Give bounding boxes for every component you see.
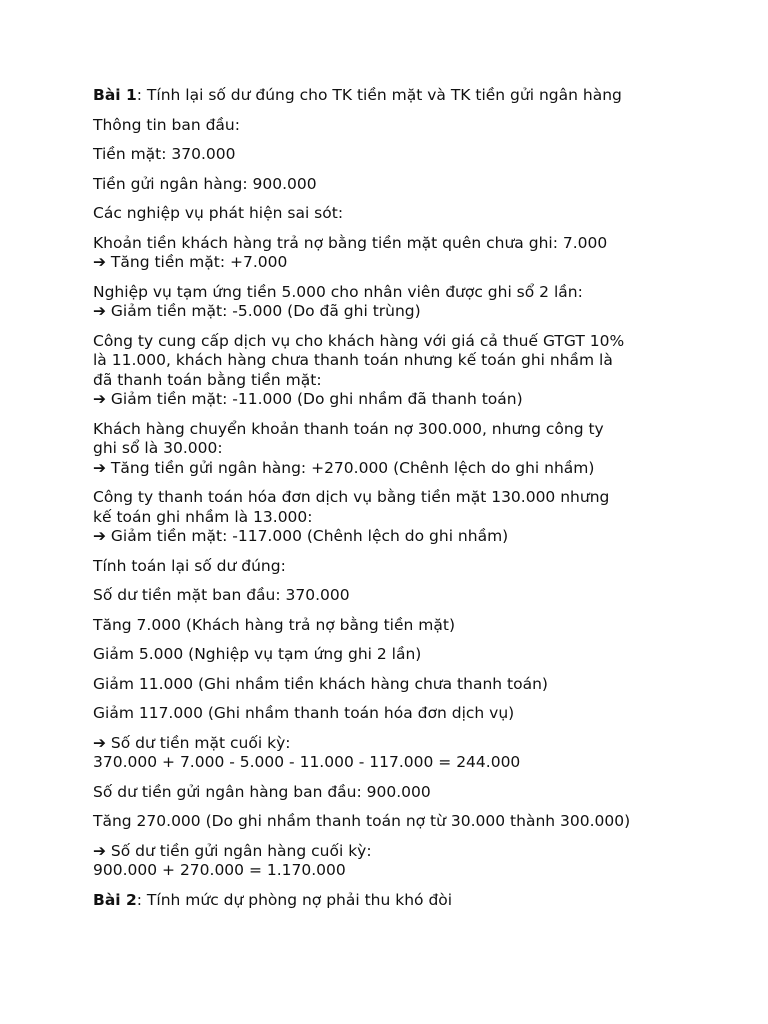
text-line: là 11.000, khách hàng chưa thanh toán nhưng kế toán ghi nhầm là <box>93 351 613 369</box>
text-line: 370.000 + 7.000 - 5.000 - 11.000 - 117.000 = 244.000 <box>93 753 521 771</box>
paragraph <box>93 734 708 773</box>
paragraph <box>93 842 708 881</box>
text-line: Tăng 270.000 (Do ghi nhầm thanh toán nợ từ 30.000 thành 300.000) <box>93 812 631 830</box>
paragraph <box>93 116 708 136</box>
paragraph <box>93 645 708 665</box>
paragraph <box>93 204 708 224</box>
text-line: 900.000 + 270.000 = 1.170.000 <box>93 861 346 879</box>
paragraph <box>93 175 708 195</box>
paragraph <box>93 332 708 410</box>
paragraph <box>93 420 708 479</box>
text-line: ➔ Số dư tiền gửi ngân hàng cuối kỳ: <box>93 841 372 860</box>
exercise-1-heading <box>93 86 708 106</box>
text-line: Các nghiệp vụ phát hiện sai sót: <box>93 204 344 222</box>
paragraph <box>93 557 708 577</box>
exercise-2-label: Bài 2 <box>93 890 137 909</box>
paragraph <box>93 616 708 636</box>
text-line: Khách hàng chuyển khoản thanh toán nợ 300.000, nhưng công ty <box>93 419 604 438</box>
paragraph <box>93 234 708 273</box>
text-line: Giảm 5.000 (Nghiệp vụ tạm ứng ghi 2 lần) <box>93 645 422 663</box>
text-line: Tiền gửi ngân hàng: 900.000 <box>93 174 317 193</box>
text-line: ➔ Số dư tiền mặt cuối kỳ: <box>93 733 291 752</box>
paragraph <box>93 283 708 322</box>
exercise-2-heading <box>93 891 708 911</box>
text-line: Giảm 117.000 (Ghi nhầm thanh toán hóa đơn dịch vụ) <box>93 704 515 722</box>
paragraph <box>93 586 708 606</box>
text-line: Công ty cung cấp dịch vụ cho khách hàng với giá cả thuế GTGT 10% <box>93 331 625 350</box>
paragraph <box>93 675 708 695</box>
paragraph <box>93 488 708 547</box>
text-line: đã thanh toán bằng tiền mặt: <box>93 370 322 389</box>
exercise-1-label: Bài 1 <box>93 86 137 104</box>
text-line: Số dư tiền mặt ban đầu: 370.000 <box>93 586 350 604</box>
text-line: ghi sổ là 30.000: <box>93 439 223 457</box>
text-line: ➔ Giảm tiền mặt: -117.000 (Chênh lệch do ghi nhầm) <box>93 527 509 545</box>
text-line: Tiền mặt: 370.000 <box>93 145 236 163</box>
text-line: Tính toán lại số dư đúng: <box>93 556 286 575</box>
text-line: ➔ Tăng tiền gửi ngân hàng: +270.000 (Chênh lệch do ghi nhầm) <box>93 458 595 477</box>
paragraph <box>93 704 708 724</box>
paragraph <box>93 145 708 165</box>
exercise-2-title: : Tính mức dự phòng nợ phải thu khó đòi <box>136 890 453 909</box>
text-line: Thông tin ban đầu: <box>93 115 240 134</box>
text-line: Tăng 7.000 (Khách hàng trả nợ bằng tiền mặt) <box>93 615 456 634</box>
text-line: Giảm 11.000 (Ghi nhầm tiền khách hàng chưa thanh toán) <box>93 674 548 693</box>
text-line: ➔ Giảm tiền mặt: -11.000 (Do ghi nhầm đã thanh toán) <box>93 390 523 408</box>
paragraph <box>93 812 708 832</box>
text-line: Nghiệp vụ tạm ứng tiền 5.000 cho nhân viên được ghi sổ 2 lần: <box>93 282 583 301</box>
text-line: Công ty thanh toán hóa đơn dịch vụ bằng tiền mặt 130.000 nhưng <box>93 488 610 506</box>
text-line: Số dư tiền gửi ngân hàng ban đầu: 900.000 <box>93 782 431 801</box>
exercise-1-title: : Tính lại số dư đúng cho TK tiền mặt và TK tiền gửi ngân hàng <box>136 86 622 104</box>
text-line: ➔ Tăng tiền mặt: +7.000 <box>93 253 288 271</box>
text-line: ➔ Giảm tiền mặt: -5.000 (Do đã ghi trùng) <box>93 302 421 320</box>
exercise-1-body <box>93 116 708 881</box>
text-line: kế toán ghi nhầm là 13.000: <box>93 507 313 526</box>
text-line: Khoản tiền khách hàng trả nợ bằng tiền mặt quên chưa ghi: 7.000 <box>93 233 608 252</box>
paragraph <box>93 783 708 803</box>
